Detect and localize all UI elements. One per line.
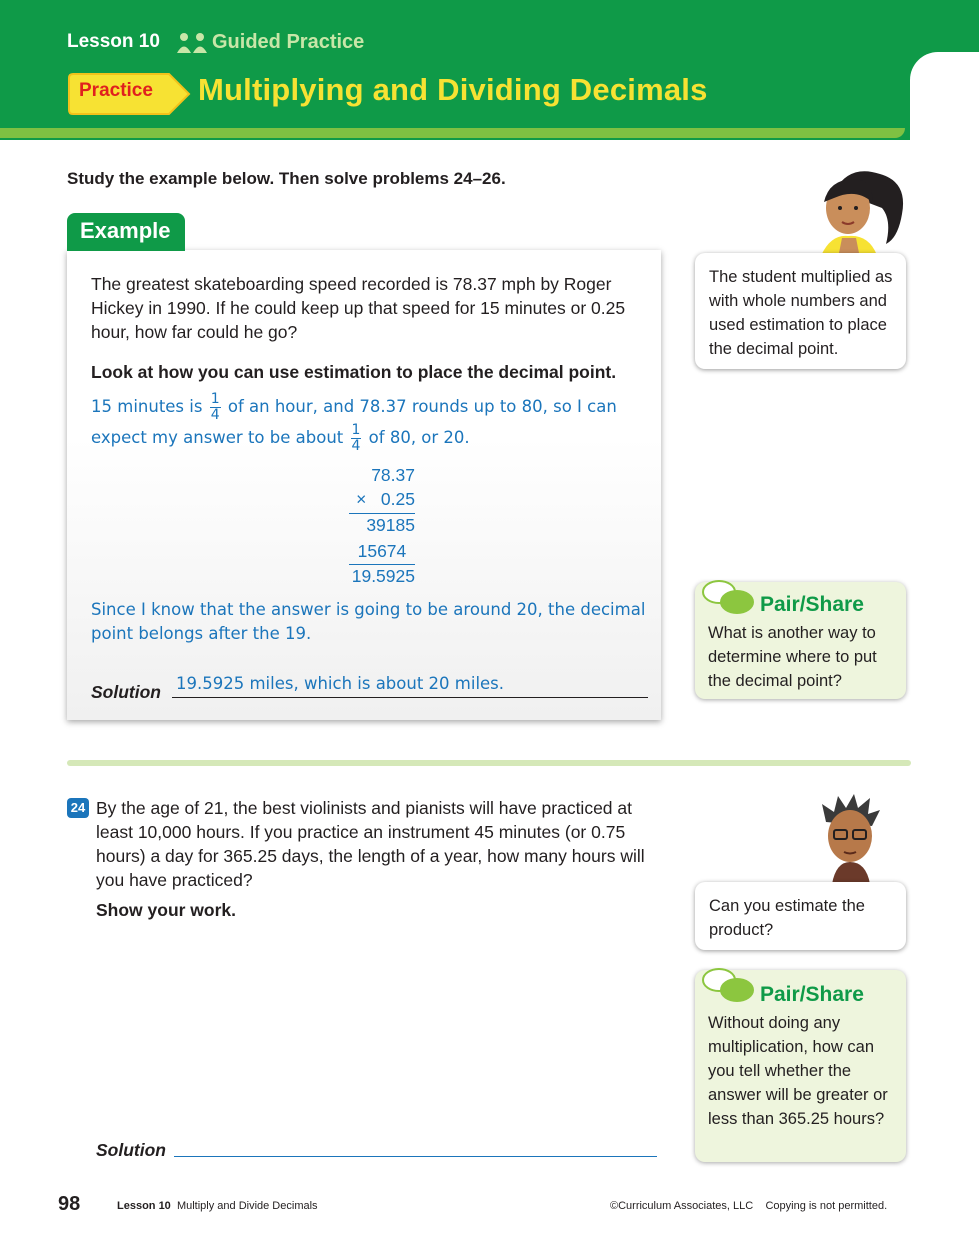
fraction-one-fourth — [210, 392, 221, 423]
footer-lesson-title: Multiply and Divide Decimals — [176, 1200, 318, 1212]
page-title: Multiplying and Dividing Decimals — [198, 72, 708, 107]
page-number: 98 — [58, 1193, 81, 1215]
example-tab-label: Example — [80, 218, 171, 243]
fraction-denominator: 4 — [351, 438, 361, 454]
fraction-numerator: 1 — [210, 391, 220, 407]
show-work-label: Show your work. — [96, 900, 237, 920]
speech-bubbles-icon — [701, 578, 757, 618]
hw2-pre: expect my answer to be about — [91, 428, 344, 447]
handwritten-estimate-line-1 — [91, 392, 617, 423]
practice-tag-label: Practice — [79, 80, 153, 101]
example-solution-line — [172, 697, 648, 698]
section-divider — [67, 760, 911, 766]
handwritten-estimate-line-2 — [91, 423, 470, 454]
example-strategy-heading: Look at how you can use estimation to place the decimal point. — [91, 362, 617, 382]
lesson-label: Lesson 10 — [67, 31, 160, 52]
hw1-post: of an hour, and 78.37 rounds up to 80, so I can — [227, 397, 617, 416]
problem-24-solution-label: Solution — [96, 1140, 166, 1160]
header-band — [0, 0, 979, 140]
footer-lesson-number: Lesson 10 — [117, 1200, 171, 1212]
hint-text: Can you estimate the product? — [709, 897, 865, 939]
people-icon — [176, 32, 210, 54]
pair-share-title: Pair/Share — [760, 983, 864, 1006]
student-girl-avatar — [790, 162, 910, 258]
copyright-text: ©Curriculum Associates, LLC — [610, 1200, 754, 1212]
speech-bubbles-icon — [701, 966, 757, 1006]
calc-multiplier: × 0.25 — [356, 489, 415, 509]
calc-rule — [349, 513, 415, 514]
pair-share-question: Without doing any multiplication, how can you tell whether the answer will be greater or less than 365.25 hours? — [708, 1014, 888, 1128]
hw1-pre: 15 minutes is — [91, 397, 203, 416]
hw2-post: of 80, or 20. — [368, 428, 470, 447]
calc-multiplicand: 78.37 — [371, 465, 415, 485]
example-solution-answer: 19.5925 miles, which is about 20 miles. — [176, 674, 505, 693]
calc-partial-product-1: 39185 — [366, 515, 415, 535]
pair-share-question: What is another way to determine where to put the decimal point? — [708, 624, 877, 690]
example-problem: The greatest skateboarding speed recorded is 78.37 mph by Roger Hickey in 1990. If he could keep up that speed for 15 minutes or 0.25 hour, how far could he go? — [91, 274, 626, 342]
fraction-denominator: 4 — [210, 407, 220, 423]
problem-24-text: By the age of 21, the best violinists and pianists will have practiced at least 10,000 hours. If you practice an instrument 45 minutes (or 0.75 hours) a day for 365.25 days, the length of a year, how many hours will you have practiced? — [96, 798, 645, 890]
instructions: Study the example below. Then solve problems 24–26. — [67, 169, 506, 188]
problem-number-badge: 24 — [67, 798, 89, 818]
footer-lesson — [117, 1200, 318, 1212]
calc-partial-product-2: 15674 — [357, 541, 416, 561]
pair-share-title: Pair/Share — [760, 593, 864, 616]
footer-copyright — [610, 1200, 887, 1212]
example-solution-label: Solution — [91, 682, 161, 702]
handwritten-reasoning: Since I know that the answer is going to be around 20, the decimal point belongs after the 19. — [91, 600, 646, 643]
copy-notice: Copying is not permitted. — [765, 1200, 888, 1212]
calc-product: 19.5925 — [351, 566, 415, 586]
header-notch — [910, 52, 979, 152]
problem-24-answer-line[interactable] — [174, 1156, 657, 1157]
student-note-text: The student multiplied as with whole numbers and used estimation to place the decimal point. — [709, 268, 893, 358]
fraction-numerator: 1 — [351, 422, 361, 438]
student-boy-avatar — [812, 792, 888, 884]
header-accent-strip — [0, 128, 905, 138]
calc-rule — [349, 564, 415, 565]
fraction-one-fourth — [351, 423, 362, 454]
section-label: Guided Practice — [212, 31, 365, 53]
